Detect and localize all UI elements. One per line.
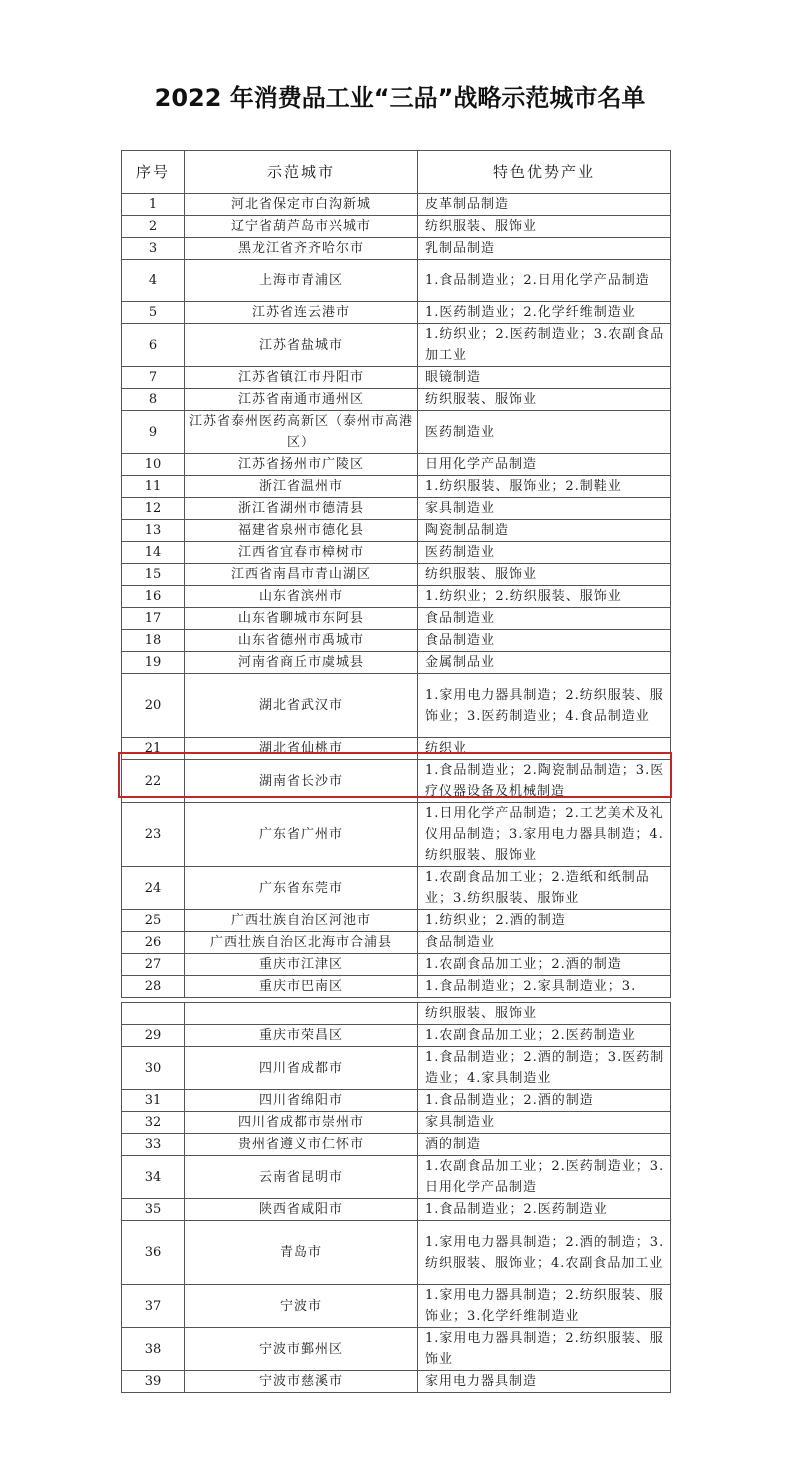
industry-list: 1.纺织业；2.医药制造业；3.农副食品加工业 bbox=[418, 324, 671, 367]
row-number: 24 bbox=[122, 867, 185, 910]
table-row bbox=[122, 389, 671, 411]
row-number: 14 bbox=[122, 542, 185, 564]
row-number: 1 bbox=[122, 194, 185, 216]
table-body-part-2 bbox=[122, 1003, 671, 1393]
industry-list: 皮革制品制造 bbox=[418, 194, 671, 216]
city-name: 重庆市巴南区 bbox=[185, 976, 418, 998]
table-row bbox=[122, 1328, 671, 1371]
city-name: 辽宁省葫芦岛市兴城市 bbox=[185, 216, 418, 238]
table-row bbox=[122, 1156, 671, 1199]
city-name: 上海市青浦区 bbox=[185, 260, 418, 302]
city-name: 江苏省扬州市广陵区 bbox=[185, 454, 418, 476]
table-row bbox=[122, 1371, 671, 1393]
row-number: 6 bbox=[122, 324, 185, 367]
city-name: 江西省南昌市青山湖区 bbox=[185, 564, 418, 586]
header-no: 序号 bbox=[122, 151, 185, 194]
city-name: 重庆市江津区 bbox=[185, 954, 418, 976]
industry-list: 1.医药制造业；2.化学纤维制造业 bbox=[418, 302, 671, 324]
row-number: 9 bbox=[122, 411, 185, 454]
industry-list: 纺织业 bbox=[418, 738, 671, 760]
row-number: 11 bbox=[122, 476, 185, 498]
row-number: 10 bbox=[122, 454, 185, 476]
city-name: 黑龙江省齐齐哈尔市 bbox=[185, 238, 418, 260]
table-row bbox=[122, 1025, 671, 1047]
row-number: 33 bbox=[122, 1134, 185, 1156]
industry-list: 1.食品制造业；2.酒的制造 bbox=[418, 1090, 671, 1112]
row-number: 2 bbox=[122, 216, 185, 238]
city-name: 广东省东莞市 bbox=[185, 867, 418, 910]
table-row bbox=[122, 1285, 671, 1328]
table-row bbox=[122, 1047, 671, 1090]
city-name: 江苏省连云港市 bbox=[185, 302, 418, 324]
table-row bbox=[122, 520, 671, 542]
industry-list: 金属制品业 bbox=[418, 652, 671, 674]
city-name: 宁波市 bbox=[185, 1285, 418, 1328]
table-row bbox=[122, 302, 671, 324]
row-number: 4 bbox=[122, 260, 185, 302]
city-table-part-2 bbox=[121, 1002, 671, 1393]
table-row bbox=[122, 260, 671, 302]
city-name: 贵州省遵义市仁怀市 bbox=[185, 1134, 418, 1156]
city-name: 湖北省仙桃市 bbox=[185, 738, 418, 760]
city-name: 山东省德州市禹城市 bbox=[185, 630, 418, 652]
row-number: 25 bbox=[122, 910, 185, 932]
industry-list: 1.纺织服装、服饰业；2.制鞋业 bbox=[418, 476, 671, 498]
industry-list: 食品制造业 bbox=[418, 608, 671, 630]
table-row bbox=[122, 910, 671, 932]
row-number: 38 bbox=[122, 1328, 185, 1371]
table-row bbox=[122, 1003, 671, 1025]
industry-list: 1.食品制造业；2.家具制造业；3. bbox=[418, 976, 671, 998]
industry-list: 食品制造业 bbox=[418, 932, 671, 954]
row-number: 7 bbox=[122, 367, 185, 389]
row-number: 5 bbox=[122, 302, 185, 324]
city-name: 河南省商丘市虞城县 bbox=[185, 652, 418, 674]
row-number: 8 bbox=[122, 389, 185, 411]
table-row bbox=[122, 564, 671, 586]
row-number: 34 bbox=[122, 1156, 185, 1199]
table-row bbox=[122, 194, 671, 216]
industry-list: 乳制品制造 bbox=[418, 238, 671, 260]
row-number: 22 bbox=[122, 760, 185, 803]
city-name: 陕西省咸阳市 bbox=[185, 1199, 418, 1221]
row-number: 28 bbox=[122, 976, 185, 998]
industry-list: 1.家用电力器具制造；2.纺织服装、服饰业 bbox=[418, 1328, 671, 1371]
table-row bbox=[122, 932, 671, 954]
table-row bbox=[122, 454, 671, 476]
city-name: 四川省成都市 bbox=[185, 1047, 418, 1090]
table-row bbox=[122, 476, 671, 498]
industry-list: 1.农副食品加工业；2.酒的制造 bbox=[418, 954, 671, 976]
row-number: 3 bbox=[122, 238, 185, 260]
city-name: 广西壮族自治区北海市合浦县 bbox=[185, 932, 418, 954]
row-number: 27 bbox=[122, 954, 185, 976]
city-name: 广东省广州市 bbox=[185, 803, 418, 867]
city-name: 浙江省温州市 bbox=[185, 476, 418, 498]
industry-list: 1.食品制造业；2.陶瓷制品制造；3.医疗仪器设备及机械制造 bbox=[418, 760, 671, 803]
table-row bbox=[122, 976, 671, 998]
row-number: 30 bbox=[122, 1047, 185, 1090]
industry-list: 酒的制造 bbox=[418, 1134, 671, 1156]
city-name: 河北省保定市白沟新城 bbox=[185, 194, 418, 216]
table-row bbox=[122, 542, 671, 564]
table-row bbox=[122, 324, 671, 367]
industry-list: 1.食品制造业；2.日用化学产品制造 bbox=[418, 260, 671, 302]
industry-list: 家用电力器具制造 bbox=[418, 1371, 671, 1393]
table-row bbox=[122, 1134, 671, 1156]
city-name: 江苏省泰州医药高新区（泰州市高港区） bbox=[185, 411, 418, 454]
industry-list: 1.农副食品加工业；2.医药制造业；3.日用化学产品制造 bbox=[418, 1156, 671, 1199]
row-number: 35 bbox=[122, 1199, 185, 1221]
row-number: 16 bbox=[122, 586, 185, 608]
table-row bbox=[122, 630, 671, 652]
table-row bbox=[122, 1221, 671, 1285]
city-name: 青岛市 bbox=[185, 1221, 418, 1285]
industry-list: 医药制造业 bbox=[418, 542, 671, 564]
row-number: 31 bbox=[122, 1090, 185, 1112]
city-name: 四川省绵阳市 bbox=[185, 1090, 418, 1112]
table-row bbox=[122, 1090, 671, 1112]
row-number: 21 bbox=[122, 738, 185, 760]
industry-list: 1.食品制造业；2.医药制造业 bbox=[418, 1199, 671, 1221]
table-row bbox=[122, 760, 671, 803]
industry-list: 纺织服装、服饰业 bbox=[418, 389, 671, 411]
city-name: 四川省成都市崇州市 bbox=[185, 1112, 418, 1134]
city-name: 湖北省武汉市 bbox=[185, 674, 418, 738]
table-row bbox=[122, 954, 671, 976]
city-table-part-1 bbox=[121, 150, 671, 998]
table-row bbox=[122, 411, 671, 454]
city-name: 重庆市荣昌区 bbox=[185, 1025, 418, 1047]
table-row bbox=[122, 498, 671, 520]
row-number: 19 bbox=[122, 652, 185, 674]
table-row bbox=[122, 1199, 671, 1221]
industry-list: 家具制造业 bbox=[418, 498, 671, 520]
industry-list: 1.家用电力器具制造；2.纺织服装、服饰业；3.化学纤维制造业 bbox=[418, 1285, 671, 1328]
row-number: 29 bbox=[122, 1025, 185, 1047]
row-number: 36 bbox=[122, 1221, 185, 1285]
table-row bbox=[122, 586, 671, 608]
table-row bbox=[122, 608, 671, 630]
industry-list: 1.日用化学产品制造；2.工艺美术及礼仪用品制造；3.家用电力器具制造；4.纺织服装、服饰业 bbox=[418, 803, 671, 867]
row-number: 18 bbox=[122, 630, 185, 652]
city-name: 云南省昆明市 bbox=[185, 1156, 418, 1199]
industry-list: 眼镜制造 bbox=[418, 367, 671, 389]
table-row bbox=[122, 803, 671, 867]
industry-list: 1.农副食品加工业；2.造纸和纸制品业；3.纺织服装、服饰业 bbox=[418, 867, 671, 910]
industry-list: 1.农副食品加工业；2.医药制造业 bbox=[418, 1025, 671, 1047]
city-name: 宁波市慈溪市 bbox=[185, 1371, 418, 1393]
industry-list: 日用化学产品制造 bbox=[418, 454, 671, 476]
table-row bbox=[122, 738, 671, 760]
city-name: 山东省滨州市 bbox=[185, 586, 418, 608]
city-name: 浙江省湖州市德清县 bbox=[185, 498, 418, 520]
table-header-row bbox=[122, 151, 671, 194]
row-number: 39 bbox=[122, 1371, 185, 1393]
row-number: 15 bbox=[122, 564, 185, 586]
city-name: 山东省聊城市东阿县 bbox=[185, 608, 418, 630]
table-row bbox=[122, 367, 671, 389]
header-city: 示范城市 bbox=[185, 151, 418, 194]
row-number: 20 bbox=[122, 674, 185, 738]
row-number: 17 bbox=[122, 608, 185, 630]
industry-list: 纺织服装、服饰业 bbox=[418, 1003, 671, 1025]
city-name: 江苏省盐城市 bbox=[185, 324, 418, 367]
table-row bbox=[122, 238, 671, 260]
table-row bbox=[122, 652, 671, 674]
table-row bbox=[122, 1112, 671, 1134]
industry-list: 家具制造业 bbox=[418, 1112, 671, 1134]
industry-list: 1.纺织业；2.酒的制造 bbox=[418, 910, 671, 932]
city-name: 江苏省南通市通州区 bbox=[185, 389, 418, 411]
city-name: 广西壮族自治区河池市 bbox=[185, 910, 418, 932]
industry-list: 1.纺织业；2.纺织服装、服饰业 bbox=[418, 586, 671, 608]
industry-list: 1.食品制造业；2.酒的制造；3.医药制造业；4.家具制造业 bbox=[418, 1047, 671, 1090]
page-title: 2022 年消费品工业“三品”战略示范城市名单 bbox=[154, 84, 646, 112]
industry-list: 纺织服装、服饰业 bbox=[418, 564, 671, 586]
row-number: 23 bbox=[122, 803, 185, 867]
row-number: 37 bbox=[122, 1285, 185, 1328]
row-number: 26 bbox=[122, 932, 185, 954]
header-industry: 特色优势产业 bbox=[418, 151, 671, 194]
industry-list: 1.家用电力器具制造；2.酒的制造；3.纺织服装、服饰业；4.农副食品加工业 bbox=[418, 1221, 671, 1285]
city-name: 福建省泉州市德化县 bbox=[185, 520, 418, 542]
city-name bbox=[185, 1003, 418, 1025]
city-name: 江苏省镇江市丹阳市 bbox=[185, 367, 418, 389]
industry-list: 食品制造业 bbox=[418, 630, 671, 652]
row-number: 13 bbox=[122, 520, 185, 542]
table-body-part-1 bbox=[122, 194, 671, 998]
row-number bbox=[122, 1003, 185, 1025]
table-row bbox=[122, 674, 671, 738]
city-name: 湖南省长沙市 bbox=[185, 760, 418, 803]
row-number: 32 bbox=[122, 1112, 185, 1134]
city-name: 宁波市鄞州区 bbox=[185, 1328, 418, 1371]
row-number: 12 bbox=[122, 498, 185, 520]
table-row bbox=[122, 867, 671, 910]
industry-list: 陶瓷制品制造 bbox=[418, 520, 671, 542]
table-row bbox=[122, 216, 671, 238]
city-name: 江西省宜春市樟树市 bbox=[185, 542, 418, 564]
industry-list: 医药制造业 bbox=[418, 411, 671, 454]
industry-list: 1.家用电力器具制造；2.纺织服装、服饰业；3.医药制造业；4.食品制造业 bbox=[418, 674, 671, 738]
industry-list: 纺织服装、服饰业 bbox=[418, 216, 671, 238]
